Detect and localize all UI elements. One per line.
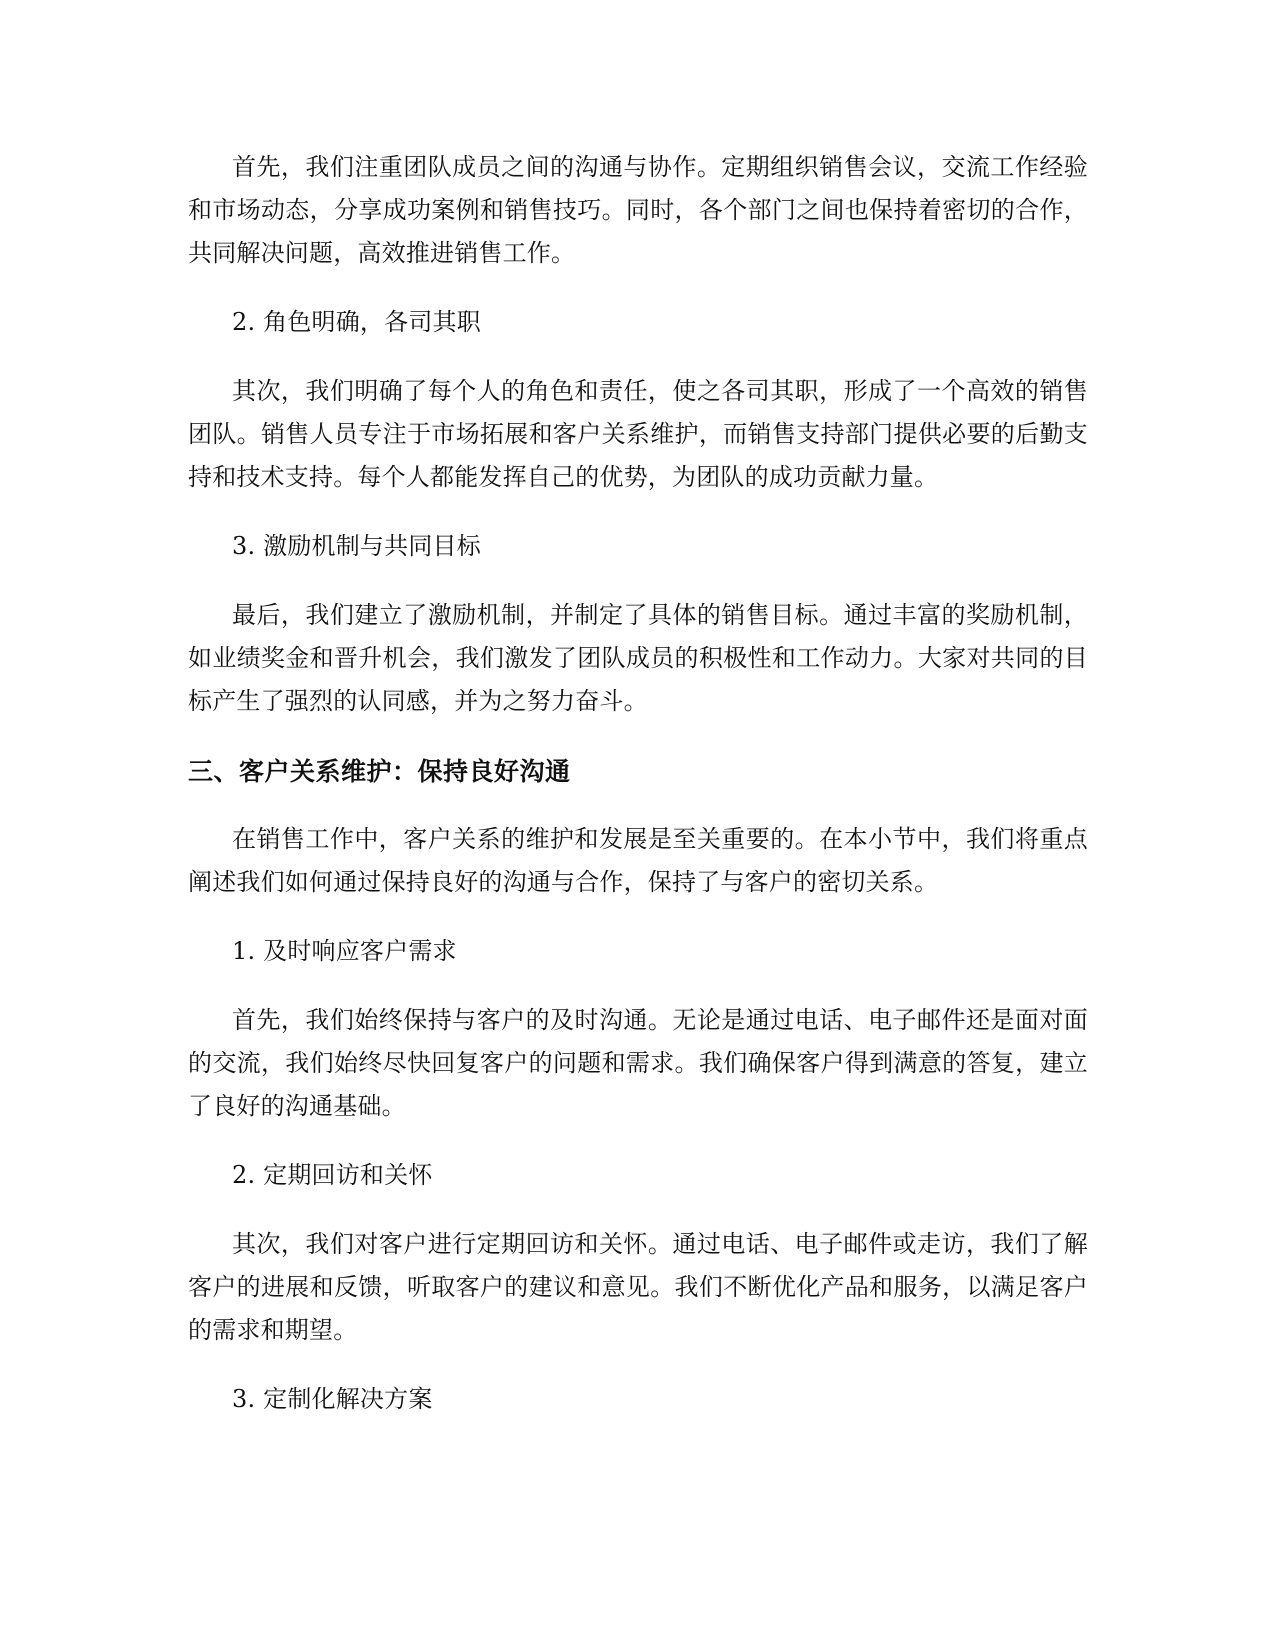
- paragraph-team-communication: 首先，我们注重团队成员之间的沟通与协作。定期组织销售会议，交流工作经验和市场动态，分享成功案例和销售技巧。同时，各个部门之间也保持着密切的合作，共同解决问题，高效推进销售工作。: [188, 153, 1088, 267]
- paragraph-roles: 其次，我们明确了每个人的角色和责任，使之各司其职，形成了一个高效的销售团队。销售人员专注于市场拓展和客户关系维护，而销售支持部门提供必要的后勤支持和技术支持。每个人都能发挥自己的优势，为团队的成功贡献力量。: [188, 377, 1088, 491]
- document-body: [188, 146, 1088, 1447]
- paragraph-customer-relations-intro: 在销售工作中，客户关系的维护和发展是至关重要的。在本小节中，我们将重点阐述我们如何通过保持良好的沟通与合作，保持了与客户的密切关系。: [188, 825, 1088, 896]
- paragraph-incentives: 最后，我们建立了激励机制，并制定了具体的销售目标。通过丰富的奖励机制，如业绩奖金和晋升机会，我们激发了团队成员的积极性和工作动力。大家对共同的目标产生了强烈的认同感，并为之努力奋斗。: [188, 601, 1088, 715]
- subheading-roles: 2. 角色明确，各司其职: [232, 308, 481, 336]
- subheading-incentives: 3. 激励机制与共同目标: [232, 532, 481, 560]
- section-title-customer-relations: 三、客户关系维护：保持良好沟通: [188, 757, 571, 786]
- subheading-custom-solutions: 3. 定制化解决方案: [232, 1385, 433, 1413]
- subheading-timely-response: 1. 及时响应客户需求: [232, 937, 457, 965]
- paragraph-regular-visits: 其次，我们对客户进行定期回访和关怀。通过电话、电子邮件或走访，我们了解客户的进展和反馈，听取客户的建议和意见。我们不断优化产品和服务，以满足客户的需求和期望。: [188, 1230, 1088, 1344]
- paragraph-timely-response: 首先，我们始终保持与客户的及时沟通。无论是通过电话、电子邮件还是面对面的交流，我们始终尽快回复客户的问题和需求。我们确保客户得到满意的答复，建立了良好的沟通基础。: [188, 1006, 1088, 1120]
- subheading-regular-visits: 2. 定期回访和关怀: [232, 1161, 433, 1189]
